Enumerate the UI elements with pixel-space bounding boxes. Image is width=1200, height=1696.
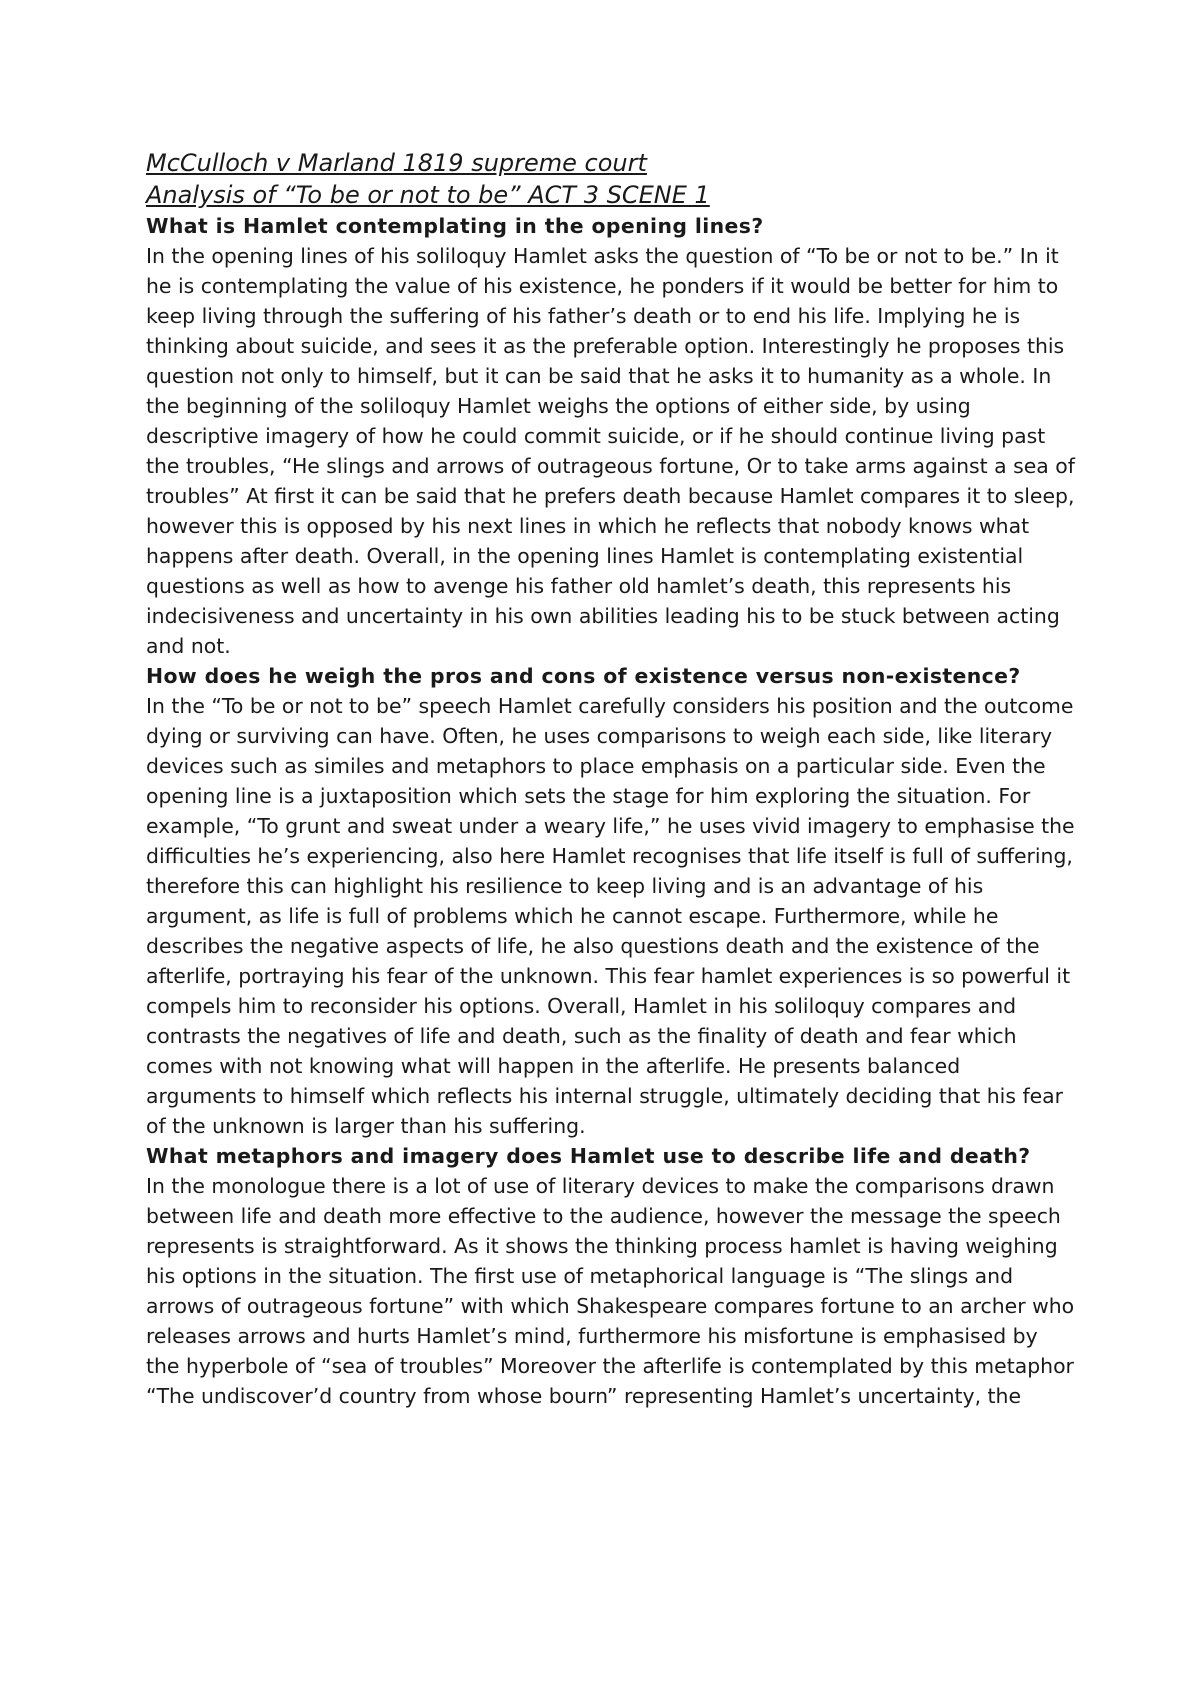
- document-title: McCulloch v Marland 1819 supreme court: [146, 149, 647, 177]
- section-answer-2: In the “To be or not to be” speech Hamlet carefully considers his position and the outcome dying or surviving can have. Often, he uses comparisons to weigh each side, like literary devices such as similes and metaphors to place emphasis on a particular side. Even the opening line is a juxtaposition which sets the stage for him exploring the situation. For example, “To grunt and sweat under a weary life,” he uses vivid imagery to emphasise the difficulties he’s experiencing, also here Hamlet recognises that life itself is full of suffering, therefore this can highlight his resilience to keep living and is an advantage of his argument, as life is full of problems which he cannot escape. Furthermore, while he describes the negative aspects of life, he also questions death and the existence of the afterlife, portraying his fear of the unknown. This fear hamlet experiences is so powerful it compels him to reconsider his options. Overall, Hamlet in his soliloquy compares and contrasts the negatives of life and death, such as the finality of death and fear which comes with not knowing what will happen in the afterlife. He presents balanced arguments to himself which reflects his internal struggle, ultimately deciding that his fear of the unknown is larger than his suffering.: [146, 694, 1075, 1138]
- section-question-1: What is Hamlet contemplating in the opening lines?: [146, 214, 764, 238]
- section-question-3: What metaphors and imagery does Hamlet use to describe life and death?: [146, 1144, 1031, 1168]
- document-subtitle: Analysis of “To be or not to be” ACT 3 SCENE 1: [146, 181, 710, 209]
- section-answer-3: In the monologue there is a lot of use of literary devices to make the comparisons drawn between life and death more effective to the audience, however the message the speech represents is straightforward. As it shows the thinking process hamlet is having weighing his options in the situation. The first use of metaphorical language is “The slings and arrows of outrageous fortune” with which Shakespeare compares fortune to an archer who releases arrows and hurts Hamlet’s mind, furthermore his misfortune is emphasised by the hyperbole of “sea of troubles” Moreover the afterlife is contemplated by this metaphor “The undiscover’d country from whose bourn” representing Hamlet’s uncertainty, the: [146, 1174, 1075, 1408]
- document-body: [146, 147, 1076, 1411]
- section-question-2: How does he weigh the pros and cons of existence versus non-existence?: [146, 664, 1021, 688]
- section-answer-1: In the opening lines of his soliloquy Hamlet asks the question of “To be or not to be.” In it he is contemplating the value of his existence, he ponders if it would be better for him to keep living through the suffering of his father’s death or to end his life. Implying he is thinking about suicide, and sees it as the preferable option. Interestingly he proposes this question not only to himself, but it can be said that he asks it to humanity as a whole. In the beginning of the soliloquy Hamlet weighs the options of either side, by using descriptive imagery of how he could commit suicide, or if he should continue living past the troubles, “He slings and arrows of outrageous fortune, Or to take arms against a sea of troubles” At first it can be said that he prefers death because Hamlet compares it to sleep, however this is opposed by his next lines in which he reflects that nobody knows what happens after death. Overall, in the opening lines Hamlet is contemplating existential questions as well as how to avenge his father old hamlet’s death, this represents his indecisiveness and uncertainty in his own abilities leading his to be stuck between acting and not.: [146, 244, 1075, 658]
